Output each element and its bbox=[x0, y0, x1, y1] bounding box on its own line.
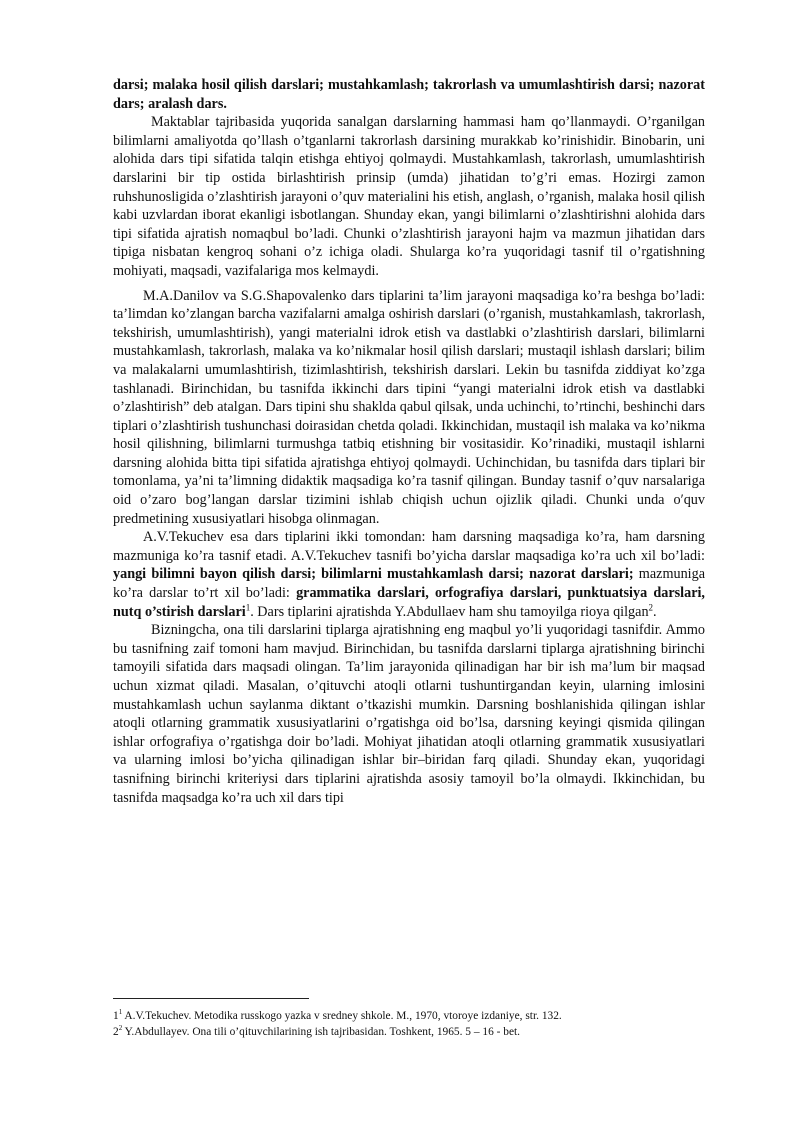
footnote-ref-2[interactable]: 2 bbox=[648, 601, 654, 612]
tekuchev-text-3: . Dars tiplarini ajratishda Y.Abdullaev ham shu tamoyilga rioya qilgan bbox=[250, 603, 649, 620]
paragraph-our-opinion: Bizningcha, ona tili darslarini tiplarga ajratishning eng maqbul yo’li yuqoridagi tasnifdir. Ammo bu tasnifning zaif tomoni ham mavjud. Birinchidan, bu tasnifda darslarni tiplarga ajratishning birinchi tamoyili sifatida dars maqsadi olingan. Ta’lim jarayonida qilinadigan har bir ish ma’lum bir maqsad uchun xizmat qiladi. Masalan, o’qituvchi atoqli otlarni tushuntirgandan keyin, ularning imlosini mustahkamlash uchun saylanma diktant o’tkazishi mumkin. Darsning boshlanishida qilingan ishlar atoqli otlarning grammatik xususiyatlarini o’rgatishga oid bo’lsa, darsning keyingi qismida qilingan ishlar orfografiya o’rgatishga doir bo’ladi. Mohiyat jihatidan atoqli otlarning grammatik xususiyatlari va ularning imlosi bo’yicha qilinadigan ishlar bir–biridan farq qiladi. Shunday ekan, yuqoridagi tasnifning birinchi kriteriysi dars tiplarini ajratishda asosiy tamoyil bo’la olmaydi. Ikkinchidan, bu tasnifda maqsadga ko’ra uch xil dars tipi bbox=[113, 622, 705, 806]
paragraph-school-practice: Maktablar tajribasida yuqorida sanalgan darslarning hammasi ham qo’llanmaydi. O’rganilgan bilimlarni amaliyotda qo’llash o’tganlarni takrorlash darsining murakkab ko’rinishidir. Binobarin, uni alohida dars tipi sifatida talqin etishga ehtiyoj qolmaydi. Mustahkamlash, takrorlash, umumlashtirish darslarini bir tip ostida birlashtirish prinsip (umda) jihatidan to’g’ri emas. Hozirgi zamon ruhshunosligida o’zlashtirish jarayoni o’quv materialini his etish, anglash, o’rganish, malaka hosil qilish kabi uzvlardan iborat ekanligi isbotlangan. Shunday ekan, yangi bilimlarni o’zlashtirishni alohida dars tipi sifatida ajratish nomaqbul bo’ladi. Chunki o’zlashtirish jarayoni hajm va mazmun jihatidan dars tipiga nisbatan kengroq sohani o’z ichiga oladi. Shularga ko’ra yuqoridagi tasnif til o’rgatishning mohiyati, maqsadi, vazifalariga mos kelmaydi. bbox=[113, 114, 705, 279]
paragraph-lesson-types-end bbox=[113, 76, 705, 113]
footnote-2-sup: 2 bbox=[118, 1024, 123, 1033]
footnote-2-text: Y.Abdullayev. Ona tili o’qituvchilarining ish tajribasidan. Toshkent, 1965. 5 – 16 - bet. bbox=[122, 1026, 521, 1038]
footnotes bbox=[113, 1008, 713, 1040]
tekuchev-bold-content: grammatika darslari, orfografiya darslari, punktuatsiya darslari, nutq o’stirish darslari bbox=[113, 585, 705, 620]
footnote-ref-1[interactable]: 1 bbox=[245, 601, 251, 612]
footnote-separator bbox=[113, 998, 309, 999]
footnote-2-number: 2 bbox=[113, 1026, 119, 1038]
paragraph-danilov-shapovalenko: M.A.Danilov va S.G.Shapovalenko dars tiplarini ta’lim jarayoni maqsadiga ko’ra beshga bo’ladi: ta’limdan ko’zlangan barcha vazifalarni amalga oshirish darslari (o’rganish, mustahkamlash, takrorlash, tekshirish, umumlashtirish), yangi materialni idrok etish va dastlabki o’zlashtirish darslari, bilimlarni mustahkamlash, takrorlash, malaka va ko’nikmalar hosil qilish darslari; mustaqil ishlash darslari; bilim va malakalarni umumlashtirish, tizimlashtirish, tekshirish darslari. Lekin bu tasnifda ziddiyat ko’zga tashlanadi. Birinchidan, bu tasnifda ikkinchi dars tipini “yangi materialni idrok etish va dastlabki o’zlashtirish” deb atalgan. Dars tipini shu shaklda qabul qilsak, unda uchinchi, to’rtinchi, beshinchi dars tiplari o’zlashtirish tushunchasi doirasidan chetda qoladi. Ikkinchidan, mustaqil ish malaka va ko’nikma hosil qilishning, bilimlarni turmushga tatbiq etishning bir vositasidir. Ko’rinadiki, mustaqil ishlarni darsning alohida bitta tipi sifatida ajratishga ehtiyoj qolmaydi. Uchinchidan, bu tasnifda dars tiplari bir tomonlama, ya’ni ta’limning didaktik maqsadiga ko’ra tasnif qilingan. Bunday tasnif o’quv narsalariga oid o’zaro bog’langan darslar tizimini ishlab chiqish uchun ojizlik qiladi. Chunki unda o′quv predmetining xususiyatlari hisobga olinmagan. bbox=[113, 287, 705, 527]
paragraph-tekuchev bbox=[113, 528, 705, 621]
document-body bbox=[113, 76, 705, 807]
tekuchev-text-1: A.V.Tekuchev esa dars tiplarini ikki tomondan: ham darsning maqsadiga ko’ra, ham darsning mazmuniga ko’ra tasnif etadi. A.V.Tekuchev tasnifi bo’yicha darslar maqsadiga ko’ra uch xil bo’ladi: bbox=[113, 529, 705, 564]
footnote-2 bbox=[113, 1024, 713, 1040]
footnote-1-sup: 1 bbox=[118, 1008, 123, 1017]
bold-lesson-types: darsi; malaka hosil qilish darslari; mustahkamlash; takrorlash va umumlashtirish darsi; nazorat dars; aralash dars. bbox=[113, 77, 705, 112]
tekuchev-bold-goals: yangi bilimni bayon qilish darsi; bilimlarni mustahkamlash darsi; nazorat darslari; bbox=[113, 566, 634, 583]
tekuchev-text-2: mazmuniga ko’ra darslar to’rt xil bo’ladi: bbox=[113, 566, 705, 602]
tekuchev-text-4: . bbox=[653, 603, 657, 620]
footnote-1-text: A.V.Tekuchev. Metodika russkogo yazka v sredney shkole. M., 1970, vtoroye izdaniye, str. 132. bbox=[122, 1010, 562, 1022]
footnote-1 bbox=[113, 1008, 713, 1024]
footnote-1-number: 1 bbox=[113, 1010, 119, 1022]
